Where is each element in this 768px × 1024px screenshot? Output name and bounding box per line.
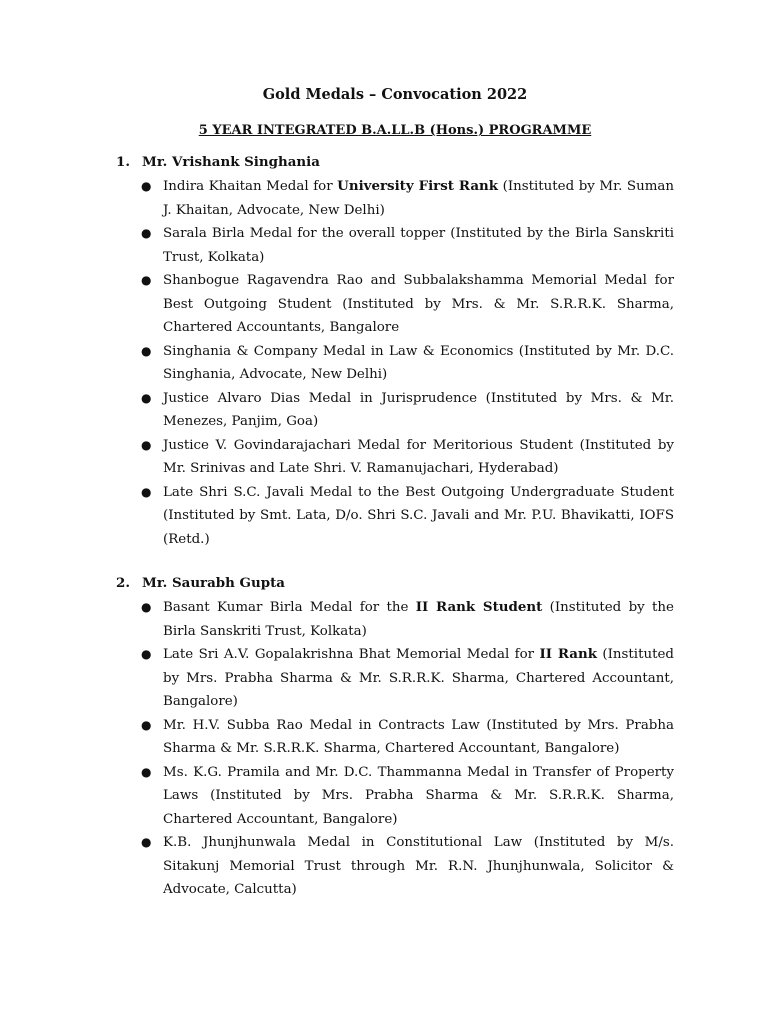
medal-text: Singhania & Company Medal in Law & Economics (Instituted by Mr. D.C. Singhania, Advocate, New Delhi) [163, 343, 674, 382]
recipient-list [116, 152, 674, 902]
recipient-section [116, 573, 674, 902]
medal-rank-highlight: II Rank [539, 646, 597, 662]
bullet-icon: ● [141, 390, 152, 405]
medal-text: Indira Khaitan Medal for [163, 179, 338, 194]
bullet-icon: ● [141, 484, 152, 499]
medal-text-continued: (Instituted by Mr. Suman J. Khaitan, Advocate, New Delhi) [163, 179, 674, 218]
bullet-icon: ● [141, 226, 152, 240]
page-title: Gold Medals – Convocation 2022 [262, 86, 528, 103]
medal-item [116, 340, 674, 387]
bullet-icon: ● [141, 835, 152, 849]
medal-rank-highlight: University First Rank [337, 178, 499, 194]
medal-text: Mr. H.V. Subba Rao Medal in Contracts Law (Instituted by Mrs. Prabha Sharma & Mr. S.R.R.K. Sharma, Chartered Accountant, Bangalore) [163, 717, 674, 756]
recipient-heading [116, 152, 674, 172]
medal-item [116, 175, 674, 222]
medal-item [116, 643, 674, 714]
medal-text-continued: (Instituted by Mrs. Prabha Sharma & Mr. S.R.R.K. Sharma, Chartered Accountant, Bangalore) [163, 647, 674, 709]
medal-text: Shanbogue Ragavendra Rao and Subbalakshamma Memorial Medal for Best Outgoing Student (Instituted by Mrs. & Mr. S.R.R.K. Sharma, Chartered Accountants, Bangalore [163, 273, 674, 335]
medal-text: Late Sri A.V. Gopalakrishna Bhat Memorial Medal for [163, 647, 540, 662]
bullet-icon: ● [141, 600, 152, 614]
bullet-icon: ● [141, 437, 152, 452]
recipient-heading [116, 573, 674, 593]
bullet-icon: ● [141, 764, 152, 779]
bullet-icon: ● [141, 273, 152, 287]
recipient-section [116, 152, 674, 551]
medal-item [116, 269, 674, 340]
medal-list [116, 596, 674, 902]
medal-item [116, 434, 674, 481]
medal-text: Justice Alvaro Dias Medal in Jurisprudence (Instituted by Mrs. & Mr. Menezes, Panjim, Goa) [163, 390, 674, 429]
medal-item [116, 387, 674, 434]
medal-item [116, 596, 674, 643]
programme-heading: 5 YEAR INTEGRATED B.A.LL.B (Hons.) PROGRAMME [198, 123, 592, 138]
medal-item [116, 481, 674, 552]
medal-item [116, 831, 674, 902]
bullet-icon: ● [141, 717, 152, 732]
recipient-number: 2. [116, 575, 130, 591]
medal-rank-highlight: II Rank Student [415, 599, 543, 615]
bullet-icon: ● [141, 343, 152, 358]
bullet-icon: ● [141, 179, 152, 193]
medal-text: Sarala Birla Medal for the overall topper (Instituted by the Birla Sanskriti Trust, Kolkata) [163, 226, 674, 265]
medal-text: Ms. K.G. Pramila and Mr. D.C. Thammanna Medal in Transfer of Property Laws (Instituted by Mrs. Prabha Sharma & Mr. S.R.R.K. Sharma, Chartered Accountant, Bangalore) [163, 764, 674, 827]
medal-text: Late Shri S.C. Javali Medal to the Best Outgoing Undergraduate Student (Instituted by Smt. Lata, D/o. Shri S.C. Javali and Mr. P.U. Bhavikatti, IOFS (Retd.) [163, 484, 674, 547]
medal-item [116, 761, 674, 832]
medal-text: Basant Kumar Birla Medal for the [163, 600, 416, 615]
bullet-icon: ● [141, 647, 152, 661]
medal-text: K.B. Jhunjhunwala Medal in Constitutional Law (Instituted by M/s. Sitakunj Memorial Trust through Mr. R.N. Jhunjhunwala, Solicitor & Advocate, Calcutta) [163, 835, 674, 897]
recipient-name: Mr. Saurabh Gupta [142, 575, 285, 591]
recipient-name: Mr. Vrishank Singhania [142, 154, 320, 170]
medal-item [116, 714, 674, 761]
medal-list [116, 175, 674, 551]
recipient-number: 1. [116, 154, 130, 170]
medal-item [116, 222, 674, 269]
medal-text: Justice V. Govindarajachari Medal for Meritorious Student (Instituted by Mr. Srinivas and Late Shri. V. Ramanujachari, Hyderabad) [163, 437, 674, 476]
medal-text-continued: (Instituted by the Birla Sanskriti Trust, Kolkata) [163, 600, 674, 639]
